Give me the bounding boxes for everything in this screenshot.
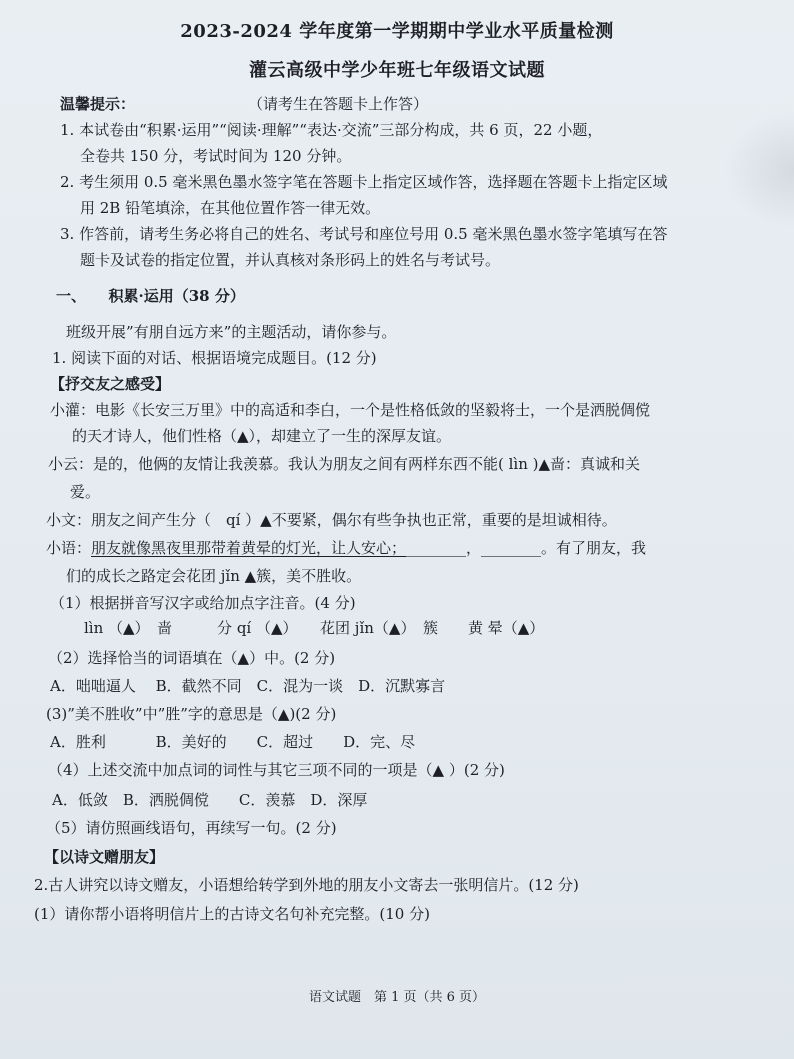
question-2: 2.古人讲究以诗文赠友，小语想给转学到外地的朋友小文寄去一张明信片。(12 分) bbox=[34, 876, 579, 894]
activity-intro: 班级开展”有朋自远方来”的主题活动，请你参与。 bbox=[66, 323, 397, 341]
notice-item: 3. 作答前，请考生务必将自己的姓名、考试号和座位号用 0.5 毫米黑色墨水签字笔填写在答 bbox=[60, 225, 668, 243]
speaker-label: 小语： bbox=[46, 539, 92, 557]
notice-item: 2. 考生须用 0.5 毫米黑色墨水签字笔在答题卡上指定区域作答，选择题在答题卡上指定区域 bbox=[60, 173, 668, 191]
dialog-line: 爱。 bbox=[70, 483, 101, 501]
paper-shadow bbox=[724, 110, 794, 230]
notice-item: 全卷共 150 分，考试时间为 120 分钟。 bbox=[80, 147, 352, 165]
underlined-sentence: 朋友就像黑夜里那带着黄晕的灯光，让人安心； bbox=[91, 539, 407, 557]
sub-question: (3)”美不胜收”中”胜”字的意思是（▲)(2 分) bbox=[46, 705, 337, 723]
sub-question: (1）请你帮小语将明信片上的古诗文名句补充完整。(10 分) bbox=[34, 905, 430, 923]
choice-options: A．胜利 B．美好的 C．超过 D．完、尽 bbox=[50, 733, 416, 751]
exam-title: 2023-2024 学年度第一学期期中学业水平质量检测 bbox=[180, 21, 614, 42]
sub-question: （2）选择恰当的词语填在（▲）中。(2 分) bbox=[48, 649, 336, 667]
dialog-line: 小文：朋友之间产生分（ qí ）▲不要紧，偶尔有些争执也正常，重要的是坦诚相待。 bbox=[46, 511, 617, 529]
question-1: 1. 阅读下面的对话、根据语境完成题目。(12 分) bbox=[52, 349, 377, 367]
notice-item: 1. 本试卷由“积累·运用”“阅读·理解”“表达·交流”三部分构成，共 6 页，22 小题， bbox=[60, 121, 603, 139]
subsection-title: 【抒交友之感受】 bbox=[50, 375, 171, 393]
sub-question: （5）请仿照画线语句，再续写一句。(2 分) bbox=[46, 819, 337, 837]
dialog-line: 的天才诗人，他们性格（▲），却建立了一生的深厚友谊。 bbox=[72, 427, 452, 445]
subsection-title: 【以诗文赠朋友】 bbox=[44, 848, 165, 866]
sub-question-items: lìn （▲） 啬 分 qí （▲） 花团 jǐn（▲） 簇 黄 晕（▲） bbox=[84, 619, 545, 637]
choice-options: A．低敛 B．洒脱倜傥 C．羡慕 D．深厚 bbox=[52, 791, 368, 809]
dialog-line: 小云：是的，他俩的友情让我羡慕。我认为朋友之间有两样东西不能( lìn )▲啬：真诚和关 bbox=[48, 455, 641, 473]
notice-label: 温馨提示： bbox=[60, 95, 136, 113]
dialog-line: 小灌：电影《长安三万里》中的高适和李白，一个是性格低敛的坚毅将士，一个是洒脱倜傥 bbox=[50, 401, 651, 419]
choice-options: A．咄咄逼人 B．截然不同 C．混为一谈 D．沉默寡言 bbox=[50, 677, 446, 695]
blank-continuation: ________，________。有了朋友，我 bbox=[406, 539, 647, 557]
dialog-line: 们的成长之路定会花团 jǐn ▲簇，美不胜收。 bbox=[66, 567, 362, 585]
notice-item: 题卡及试卷的指定位置，并认真核对条形码上的姓名与考试号。 bbox=[80, 251, 501, 269]
notice-note: （请考生在答题卡上作答） bbox=[248, 95, 429, 113]
sub-question: （1）根据拼音写汉字或给加点字注音。(4 分) bbox=[50, 594, 356, 612]
notice-item: 用 2B 铅笔填涂，在其他位置作答一律无效。 bbox=[80, 199, 381, 217]
page-footer: 语文试题 第 1 页（共 6 页） bbox=[308, 990, 486, 1005]
sub-question: （4）上述交流中加点词的词性与其它三项不同的一项是（▲ ）(2 分) bbox=[48, 761, 505, 779]
exam-subtitle: 灌云高级中学少年班七年级语文试题 bbox=[249, 60, 545, 81]
section-heading: 一、 积累·运用（38 分） bbox=[56, 287, 245, 305]
dialog-line bbox=[46, 538, 646, 558]
